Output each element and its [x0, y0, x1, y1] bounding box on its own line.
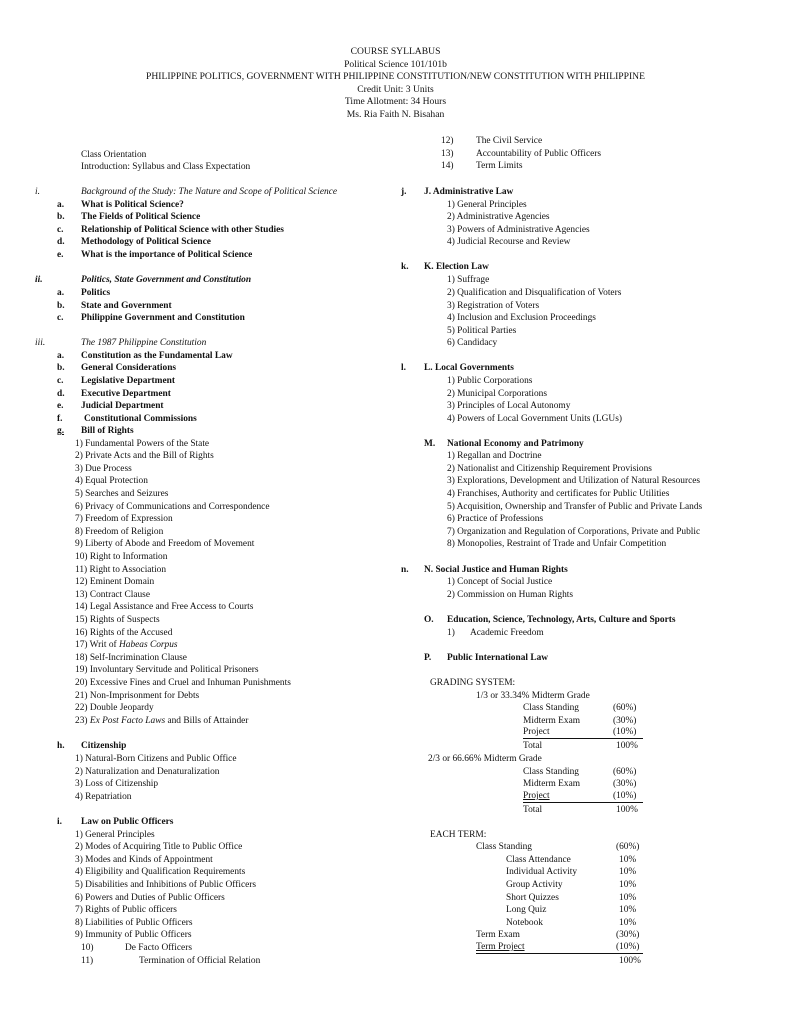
- right-item: 10) Right to Information: [75, 552, 168, 562]
- item-letter: b.: [57, 363, 65, 373]
- section-title: Citizenship: [81, 741, 127, 751]
- item-letter: c.: [57, 376, 64, 386]
- right-item: 12) Eminent Domain: [75, 577, 155, 587]
- grade-weight: (60%): [613, 767, 637, 777]
- time-allotment: Time Allotment: 34 Hours: [344, 96, 447, 107]
- grade-weight: (60%): [613, 703, 637, 713]
- right-item: 20) Excessive Fines and Cruel and Inhuman Punishments: [75, 678, 291, 688]
- sub-item: 2) Qualification and Disqualification of Voters: [447, 288, 622, 298]
- grade-component-row: [523, 791, 643, 803]
- sub-item: 1) Suffrage: [447, 275, 490, 285]
- sub-item: 2) Administrative Agencies: [447, 212, 550, 222]
- sub-item: 1) Public Corporations: [447, 376, 533, 386]
- right-item-italic: Ex Post Facto Laws: [89, 716, 166, 726]
- item-text: Relationship of Political Science with other Studies: [81, 225, 284, 235]
- section-number: l.: [401, 363, 406, 373]
- term-total: 100%: [619, 956, 641, 966]
- section-number: O.: [424, 615, 434, 625]
- grade-total: 100%: [616, 805, 638, 815]
- item-letter: b.: [57, 301, 65, 311]
- cs-item: Long Quiz: [506, 905, 547, 915]
- orientation-line: Introduction: Syllabus and Class Expectation: [81, 162, 251, 172]
- sub-item: 3) Registration of Voters: [447, 301, 540, 311]
- sub-item: 9) Immunity of Public Officers: [75, 930, 192, 940]
- final-grade-label: 2/3 or 66.66% Midterm Grade: [428, 754, 542, 764]
- sub-item: 4) Judicial Recourse and Review: [447, 237, 571, 247]
- sub-item: 8) Monopolies, Restraint of Trade and Unfair Competition: [447, 539, 667, 549]
- cs-item: Short Quizzes: [506, 893, 559, 903]
- right-item-number: 17) Writ of: [75, 640, 119, 650]
- section-number: ii.: [35, 275, 43, 285]
- item-letter: e.: [57, 401, 64, 411]
- sub-item-number: 11): [81, 956, 94, 966]
- sub-item: 3) Principles of Local Autonomy: [447, 401, 571, 411]
- section-number: i.: [35, 187, 40, 197]
- course-name: PHILIPPINE POLITICS, GOVERNMENT WITH PHILIPPINE CONSTITUTION/NEW CONSTITUTION WITH PHILIPPINE: [146, 71, 645, 82]
- cs-item-weight: 10%: [619, 855, 637, 865]
- sub-item: 5) Political Parties: [447, 326, 517, 336]
- item-letter: c.: [57, 225, 64, 235]
- right-item-italic: Habeas Corpus: [118, 640, 178, 650]
- sub-item: 8) Liabilities of Public Officers: [75, 918, 193, 928]
- cs-item-weight: 10%: [619, 880, 637, 890]
- term-component-row: [476, 942, 643, 954]
- sub-item: 4) Eligibility and Qualification Requirements: [75, 867, 246, 877]
- sub-item: The Civil Service: [476, 136, 543, 146]
- item-text: Judicial Department: [81, 401, 164, 411]
- sub-item: 1) General Principles: [447, 200, 527, 210]
- section-title: Politics, State Government and Constitution: [81, 275, 252, 285]
- grade-weight: (30%): [613, 779, 637, 789]
- grade-weight: (10%): [613, 727, 637, 737]
- item-text: What is Political Science?: [81, 200, 184, 210]
- cs-item: Individual Activity: [506, 867, 578, 877]
- section-number: P.: [424, 653, 432, 663]
- right-item: 1) Fundamental Powers of the State: [75, 439, 210, 449]
- cs-item-weight: 10%: [619, 893, 637, 903]
- right-item: 16) Rights of the Accused: [75, 628, 173, 638]
- sub-item: 2) Municipal Corporations: [447, 389, 547, 399]
- right-item: [75, 715, 248, 728]
- item-text: Legislative Department: [81, 376, 175, 386]
- sub-item: De Facto Officers: [125, 943, 192, 953]
- right-item-number: 23): [75, 716, 90, 726]
- grade-total: 100%: [616, 741, 638, 751]
- term-component: Term Exam: [476, 930, 520, 940]
- sub-item: 6) Powers and Duties of Public Officers: [75, 893, 225, 903]
- sub-item: 6) Candidacy: [447, 338, 498, 348]
- right-item: [75, 639, 178, 652]
- item-text: What is the importance of Political Science: [81, 250, 253, 260]
- item-letter: f.: [57, 414, 63, 424]
- cs-item-weight: 10%: [619, 905, 637, 915]
- grade-component: Class Standing: [523, 703, 579, 713]
- section-number: M.: [424, 439, 436, 449]
- sub-item: 7) Organization and Regulation of Corporations, Private and Public: [447, 527, 701, 537]
- sub-item-number: 1): [447, 628, 455, 638]
- section-title: K. Election Law: [424, 262, 489, 272]
- sub-item: 4) Inclusion and Exclusion Proceedings: [447, 313, 596, 323]
- item-text: Constitution as the Fundamental Law: [81, 351, 233, 361]
- item-letter: d.: [57, 237, 65, 247]
- sub-item: 3) Modes and Kinds of Appointment: [75, 855, 213, 865]
- right-item-rest: and Bills of Attainder: [165, 716, 249, 726]
- sub-item: 2) Commission on Human Rights: [447, 590, 574, 600]
- doc-title: COURSE SYLLABUS: [350, 46, 441, 57]
- sub-item: 1) Natural-Born Citizens and Public Office: [75, 754, 237, 764]
- grade-component: Project: [523, 791, 550, 801]
- instructor: Ms. Ria Faith N. Bisahan: [346, 109, 445, 120]
- sub-item: 1) Concept of Social Justice: [447, 577, 553, 587]
- right-item: 21) Non-Imprisonment for Debts: [75, 691, 200, 701]
- right-item: 5) Searches and Seizures: [75, 489, 169, 499]
- section-number: iii.: [35, 338, 46, 348]
- sub-item: 5) Acquisition, Ownership and Transfer of Public and Private Lands: [447, 502, 703, 512]
- section-title: Public International Law: [447, 653, 549, 663]
- right-item: 2) Private Acts and the Bill of Rights: [75, 451, 214, 461]
- section-number: k.: [401, 262, 409, 272]
- sub-item: 1) General Principles: [75, 830, 155, 840]
- grade-component: Midterm Exam: [523, 779, 581, 789]
- sub-item: 5) Disabilities and Inhibitions of Public Officers: [75, 880, 257, 890]
- right-item: 6) Privacy of Communications and Correspondence: [75, 502, 270, 512]
- right-item: 3) Due Process: [75, 464, 132, 474]
- grade-weight: (30%): [613, 716, 637, 726]
- sub-item: 1) Regallan and Doctrine: [447, 451, 542, 461]
- right-item: 18) Self-Incrimination Clause: [75, 653, 187, 663]
- section-title: Background of the Study: The Nature and Scope of Political Science: [81, 187, 338, 197]
- sub-item: Term Limits: [476, 161, 523, 171]
- sub-item: 2) Naturalization and Denaturalization: [75, 767, 220, 777]
- sub-item: 3) Explorations, Development and Utilization of Natural Resources: [447, 476, 701, 486]
- section-title: The 1987 Philippine Constitution: [81, 338, 207, 348]
- sub-item-number: 13): [441, 149, 454, 159]
- cs-item-weight: 10%: [619, 867, 637, 877]
- section-number: h.: [57, 741, 65, 751]
- item-letter: g.: [57, 426, 65, 436]
- term-component: Term Project: [476, 942, 525, 952]
- section-title: National Economy and Patrimony: [447, 439, 584, 449]
- sub-item: Termination of Official Relation: [139, 956, 261, 966]
- credit-unit: Credit Unit: 3 Units: [357, 84, 434, 95]
- item-text: State and Government: [81, 301, 172, 311]
- right-item: 13) Contract Clause: [75, 590, 150, 600]
- item-text: Constitutional Commissions: [84, 414, 197, 424]
- item-letter: a.: [57, 200, 65, 210]
- sub-item: 4) Powers of Local Government Units (LGUs): [447, 414, 622, 424]
- sub-item-number: 10): [81, 943, 94, 953]
- class-standing-weight: (60%): [616, 842, 640, 852]
- section-title: J. Administrative Law: [424, 187, 514, 197]
- sub-item-number: 12): [441, 136, 454, 146]
- item-letter: b.: [57, 212, 65, 222]
- section-title: L. Local Governments: [424, 363, 514, 373]
- sub-item: 4) Franchises, Authority and certificates for Public Utilities: [447, 489, 670, 499]
- right-item: 14) Legal Assistance and Free Access to Courts: [75, 602, 254, 612]
- sub-item: Academic Freedom: [470, 628, 544, 638]
- sub-item: 2) Nationalist and Citizenship Requirement Provisions: [447, 464, 652, 474]
- term-weight: (30%): [616, 930, 640, 940]
- cs-item-weight: 10%: [619, 918, 637, 928]
- right-item: 15) Rights of Suspects: [75, 615, 160, 625]
- item-letter: a.: [57, 288, 65, 298]
- item-text: Methodology of Political Science: [81, 237, 211, 247]
- cs-item: Group Activity: [506, 880, 563, 890]
- right-item: 22) Double Jeopardy: [75, 703, 154, 713]
- grade-component: Project: [523, 727, 550, 737]
- section-title: N. Social Justice and Human Rights: [424, 565, 568, 575]
- sub-item: 6) Practice of Professions: [447, 514, 544, 524]
- item-text: Politics: [81, 288, 111, 298]
- grading-title: GRADING SYSTEM:: [430, 678, 516, 688]
- cs-item: Class Attendance: [506, 855, 571, 865]
- grade-component-row: [523, 727, 643, 739]
- section-title: Law on Public Officers: [81, 817, 174, 827]
- item-letter: a.: [57, 351, 65, 361]
- sub-item: 3) Loss of Citizenship: [75, 779, 159, 789]
- item-letter: d.: [57, 389, 65, 399]
- each-term-title: EACH TERM:: [430, 830, 487, 840]
- right-item: 9) Liberty of Abode and Freedom of Movement: [75, 539, 255, 549]
- sub-item: Accountability of Public Officers: [476, 149, 602, 159]
- grade-total-label: Total: [523, 741, 543, 751]
- right-item: 8) Freedom of Religion: [75, 527, 164, 537]
- sub-item: 4) Repatriation: [75, 792, 132, 802]
- sub-item-number: 14): [441, 161, 454, 171]
- section-number: j.: [401, 187, 407, 197]
- course-code: Political Science 101/101b: [344, 59, 447, 70]
- right-item: 4) Equal Protection: [75, 476, 148, 486]
- orientation-line: Class Orientation: [81, 150, 147, 160]
- item-letter: e.: [57, 250, 64, 260]
- grade-component: Midterm Exam: [523, 716, 581, 726]
- sub-item: 7) Rights of Public officers: [75, 905, 177, 915]
- right-item: 11) Right to Association: [75, 565, 167, 575]
- item-text: The Fields of Political Science: [81, 212, 201, 222]
- grade-weight: (10%): [613, 791, 637, 801]
- sub-item: 3) Powers of Administrative Agencies: [447, 225, 590, 235]
- right-item: 19) Involuntary Servitude and Political Prisoners: [75, 665, 259, 675]
- item-text: General Considerations: [81, 363, 177, 373]
- section-title: Education, Science, Technology, Arts, Culture and Sports: [447, 615, 676, 625]
- item-text: Executive Department: [81, 389, 171, 399]
- sub-item: 2) Modes of Acquiring Title to Public Office: [75, 842, 243, 852]
- item-text: Philippine Government and Constitution: [81, 313, 245, 323]
- right-item: 7) Freedom of Expression: [75, 514, 173, 524]
- item-letter: c.: [57, 313, 64, 323]
- grade-component: Class Standing: [523, 767, 579, 777]
- section-number: i.: [57, 817, 62, 827]
- section-number: n.: [401, 565, 409, 575]
- grade-total-label: Total: [523, 805, 543, 815]
- cs-item: Notebook: [506, 918, 543, 928]
- midterm-grade-label: 1/3 or 33.34% Midterm Grade: [476, 691, 590, 701]
- term-weight: (10%): [616, 942, 640, 952]
- item-text: Bill of Rights: [81, 426, 134, 436]
- class-standing-label: Class Standing: [476, 842, 532, 852]
